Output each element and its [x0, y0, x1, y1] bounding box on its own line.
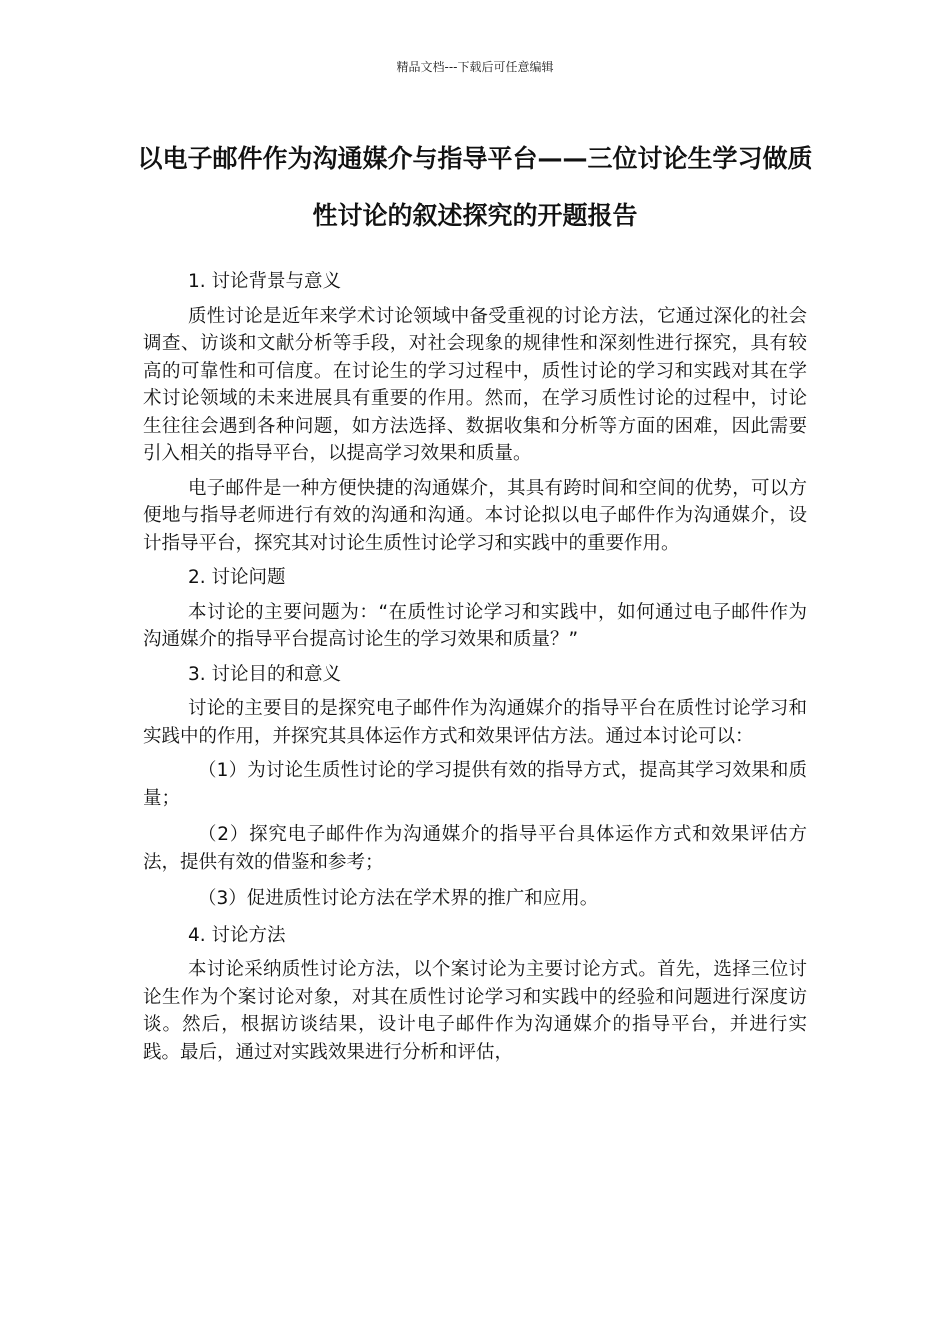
section-heading-question: 2. 讨论问题: [188, 567, 286, 588]
paragraph: 质性讨论是近年来学术讨论领域中备受重视的讨论方法，它通过深化的社会调查、访谈和文献分析等手段，对社会现象的规律性和深刻性进行探究，具有较高的可靠性和可信度。在讨论生的学习过程中，质性讨论的学习和实践对其在学术讨论领域的未来进展具有重要的作用。然而，在学习质性讨论的过程中，讨论生往往会遇到各种问题，如方法选择、数据收集和分析等方面的困难，因此需要引入相关的指导平台，以提高学习效果和质量。: [143, 305, 807, 464]
section-heading-method: 4. 讨论方法: [188, 924, 286, 946]
document-title: 以电子邮件作为沟通媒介与指导平台——三位讨论生学习做质性讨论的叙述探究的开题报告: [137, 144, 813, 230]
paragraph: 本讨论的主要问题为：“在质性讨论学习和实践中，如何通过电子邮件作为沟通媒介的指导平台提高讨论生的学习效果和质量？”: [143, 601, 807, 650]
paragraph: 本讨论采纳质性讨论方法，以个案讨论为主要讨论方式。首先，选择三位讨论生作为个案讨论对象，对其在质性讨论学习和实践中的经验和问题进行深度访谈。然后，根据访谈结果，设计电子邮件作为沟通媒介的指导平台，并进行实践。最后，通过对实践效果进行分析和评估，: [143, 959, 807, 1063]
paragraph: 讨论的主要目的是探究电子邮件作为沟通媒介的指导平台在质性讨论学习和实践中的作用，并探究其具体运作方式和效果评估方法。通过本讨论可以：: [143, 698, 807, 747]
list-item: （1）为讨论生质性讨论的学习提供有效的指导方式，提高其学习效果和质量；: [143, 760, 807, 809]
section-heading-purpose: 3. 讨论目的和意义: [188, 663, 342, 685]
list-item: （3）促进质性讨论方法在学术界的推广和应用。: [198, 888, 599, 909]
list-item: （2）探究电子邮件作为沟通媒介的指导平台具体运作方式和效果评估方法，提供有效的借鉴和参考；: [143, 824, 807, 873]
paragraph: 电子邮件是一种方便快捷的沟通媒介，其具有跨时间和空间的优势，可以方便地与指导老师进行有效的沟通和沟通。本讨论拟以电子邮件作为沟通媒介，设计指导平台，探究其对讨论生质性讨论学习和实践中的重要作用。: [143, 477, 807, 554]
document-body: [143, 268, 807, 1073]
header-note: 精品文档---下载后可任意编辑: [396, 60, 554, 74]
section-heading-background: 1. 讨论背景与意义: [188, 271, 342, 292]
